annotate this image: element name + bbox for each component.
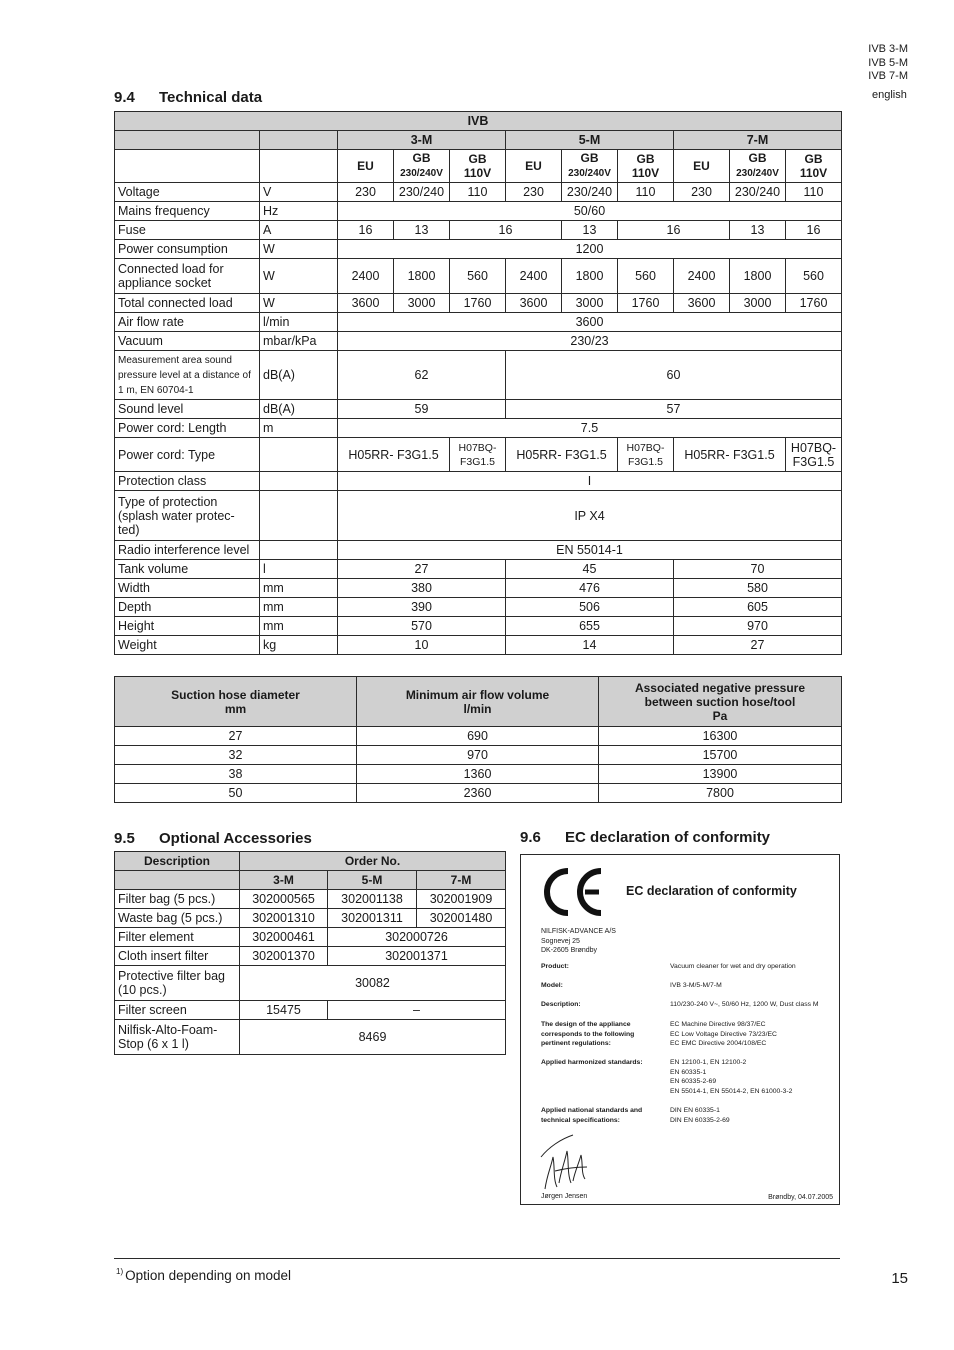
table-row bbox=[115, 852, 506, 871]
table-row bbox=[115, 871, 506, 890]
section-number: 9.4 bbox=[114, 89, 135, 106]
variant-header: GB 110V bbox=[786, 150, 842, 183]
place-date: Brøndby, 04.07.2005 bbox=[768, 1194, 833, 1201]
table-row: Type of protection (splash water protec-ted) IP X4 bbox=[115, 491, 842, 541]
table-row: Sound level dB(A) 59 57 bbox=[115, 400, 842, 419]
table-row: Filter bag (5 pcs.) 302000565 302001138 302001909 bbox=[115, 890, 506, 909]
section-9-6-title bbox=[520, 829, 770, 846]
model-header: 7-M bbox=[674, 131, 842, 150]
table-row: 38 1360 13900 bbox=[115, 765, 842, 784]
model-header: 3-M bbox=[338, 131, 506, 150]
model-label: IVB 3-M bbox=[868, 43, 908, 55]
table-row: Weight kg 10 14 27 bbox=[115, 636, 842, 655]
section-number: 9.6 bbox=[520, 829, 541, 846]
accessories-table bbox=[114, 851, 506, 1055]
table-row: Vacuum mbar/kPa 230/23 bbox=[115, 332, 842, 351]
model-header: 3-M bbox=[240, 871, 328, 890]
section-9-4-title bbox=[114, 89, 262, 106]
section-title-text: Optional Accessories bbox=[159, 830, 312, 847]
table-row: Tank volume l 27 45 70 bbox=[115, 560, 842, 579]
footer-divider bbox=[114, 1258, 840, 1259]
variant-header: GB 110V bbox=[450, 150, 506, 183]
model-header: 7-M bbox=[417, 871, 506, 890]
table-row: Air flow rate l/min 3600 bbox=[115, 313, 842, 332]
column-header: Description bbox=[115, 852, 240, 871]
table-row: Radio interference level EN 55014-1 bbox=[115, 541, 842, 560]
table-row: Height mm 570 655 970 bbox=[115, 617, 842, 636]
column-header: Order No. bbox=[240, 852, 506, 871]
variant-header: GB 230/240V bbox=[394, 150, 450, 183]
variant-header: GB 110V bbox=[618, 150, 674, 183]
ce-mark-icon bbox=[541, 865, 605, 919]
variant-header: EU bbox=[506, 150, 562, 183]
table-row: Width mm 380 476 580 bbox=[115, 579, 842, 598]
table-row bbox=[115, 677, 842, 727]
table-row: Mains frequency Hz 50/60 bbox=[115, 202, 842, 221]
variant-header: GB 230/240V bbox=[730, 150, 786, 183]
model-label: IVB 7-M bbox=[868, 70, 908, 82]
table-row: Filter screen 15475 – bbox=[115, 1001, 506, 1020]
table-row: 32 970 15700 bbox=[115, 746, 842, 765]
table-row: Filter element 302000461 302000726 bbox=[115, 928, 506, 947]
table-row: Waste bag (5 pcs.) 302001310 302001311 302001480 bbox=[115, 909, 506, 928]
table-row: Protection class I bbox=[115, 472, 842, 491]
table-row: 50 2360 7800 bbox=[115, 784, 842, 803]
table-row: Connected load for appliance socket W 2400 1800 560 2400 1800 560 2400 1800 560 bbox=[115, 259, 842, 294]
page-number: 15 bbox=[891, 1270, 908, 1287]
table-row bbox=[115, 131, 842, 150]
column-header: Associated negative pressure between suction hose/tool Pa bbox=[599, 677, 842, 727]
model-header: 5-M bbox=[506, 131, 674, 150]
footnote bbox=[116, 1267, 291, 1283]
table-row: Power cord: Length m 7.5 bbox=[115, 419, 842, 438]
column-header: Suction hose diameter mm bbox=[115, 677, 357, 727]
model-list bbox=[868, 43, 908, 84]
variant-header: GB 230/240V bbox=[562, 150, 618, 183]
company-address: NILFISK-ADVANCE A/S Sognevej 25 DK-2605 Brøndby bbox=[541, 928, 616, 954]
table-row: Depth mm 390 506 605 bbox=[115, 598, 842, 617]
ivb-header: IVB bbox=[115, 112, 842, 131]
footnote-mark: 1) bbox=[116, 1267, 124, 1276]
suction-hose-table bbox=[114, 676, 842, 803]
technical-data-table bbox=[114, 111, 842, 655]
section-number: 9.5 bbox=[114, 830, 135, 847]
table-row: Power cord: Type H05RR- F3G1.5 H07BQ- F3G1.5 H05RR- F3G1.5 H07BQ- F3G1.5 H05RR- F3G1.5 H07BQ- F3G1.5 bbox=[115, 438, 842, 472]
table-row: Voltage V 230 230/240 110 230 230/240 110 230 230/240 110 bbox=[115, 183, 842, 202]
variant-header: EU bbox=[338, 150, 394, 183]
section-9-5-title bbox=[114, 830, 312, 847]
signer-name: Jørgen Jensen bbox=[541, 1193, 588, 1200]
model-label: IVB 5-M bbox=[868, 56, 908, 69]
column-header: Minimum air flow volume l/min bbox=[357, 677, 599, 727]
section-title-text: Technical data bbox=[159, 89, 263, 106]
table-row bbox=[115, 112, 842, 131]
model-header: 5-M bbox=[328, 871, 417, 890]
declaration-title: EC declaration of conformity bbox=[626, 884, 797, 898]
ec-declaration-document: EC declaration of conformity NILFISK-ADVANCE A/S Sognevej 25 DK-2605 Brøndby Product: Vacuum cleaner for wet and dry operation Model: IVB 3-M/5-M/7-M Description: 110/230-240 V~, 50/60 Hz, 1200 W, Dust class M The design of the appliance corresponds to the following pertinent regulations: EC Machine Directive 98/37/EC EC Low Voltage Directive 73/23/EC EC EMC Directive 2004/108/EC Applied harmonized standards: EN 12100-1, EN 12100-2 EN 60335-1 EN 60335-2-69 EN 55014-1, EN 55014-2, EN 61000-3-2 Applied national standards and technical specifications: DIN EN 60335-1 DIN EN 60335-2-69 Jørgen Jensen Brøndby, 04.07.2005 bbox=[520, 854, 840, 1205]
table-row: 27 690 16300 bbox=[115, 727, 842, 746]
table-row: Total connected load W 3600 3000 1760 3600 3000 1760 3600 3000 1760 bbox=[115, 294, 842, 313]
table-row: Protective filter bag (10 pcs.) 30082 bbox=[115, 966, 506, 1001]
table-row: Nilfisk-Alto-Foam-Stop (6 x 1 l) 8469 bbox=[115, 1020, 506, 1055]
footnote-text: Option depending on model bbox=[125, 1268, 292, 1283]
table-row: Cloth insert filter 302001370 302001371 bbox=[115, 947, 506, 966]
section-title-text: EC declaration of conformity bbox=[565, 829, 771, 846]
table-row bbox=[115, 150, 842, 183]
language-label: english bbox=[872, 89, 907, 101]
variant-header: EU bbox=[674, 150, 730, 183]
signature-icon bbox=[539, 1127, 595, 1193]
table-row: Measurement area sound pressure level at a distance of 1 m, EN 60704-1 dB(A) 62 60 bbox=[115, 351, 842, 400]
table-row: Fuse A 16 13 16 13 16 13 16 bbox=[115, 221, 842, 240]
table-row: Power consumption W 1200 bbox=[115, 240, 842, 259]
